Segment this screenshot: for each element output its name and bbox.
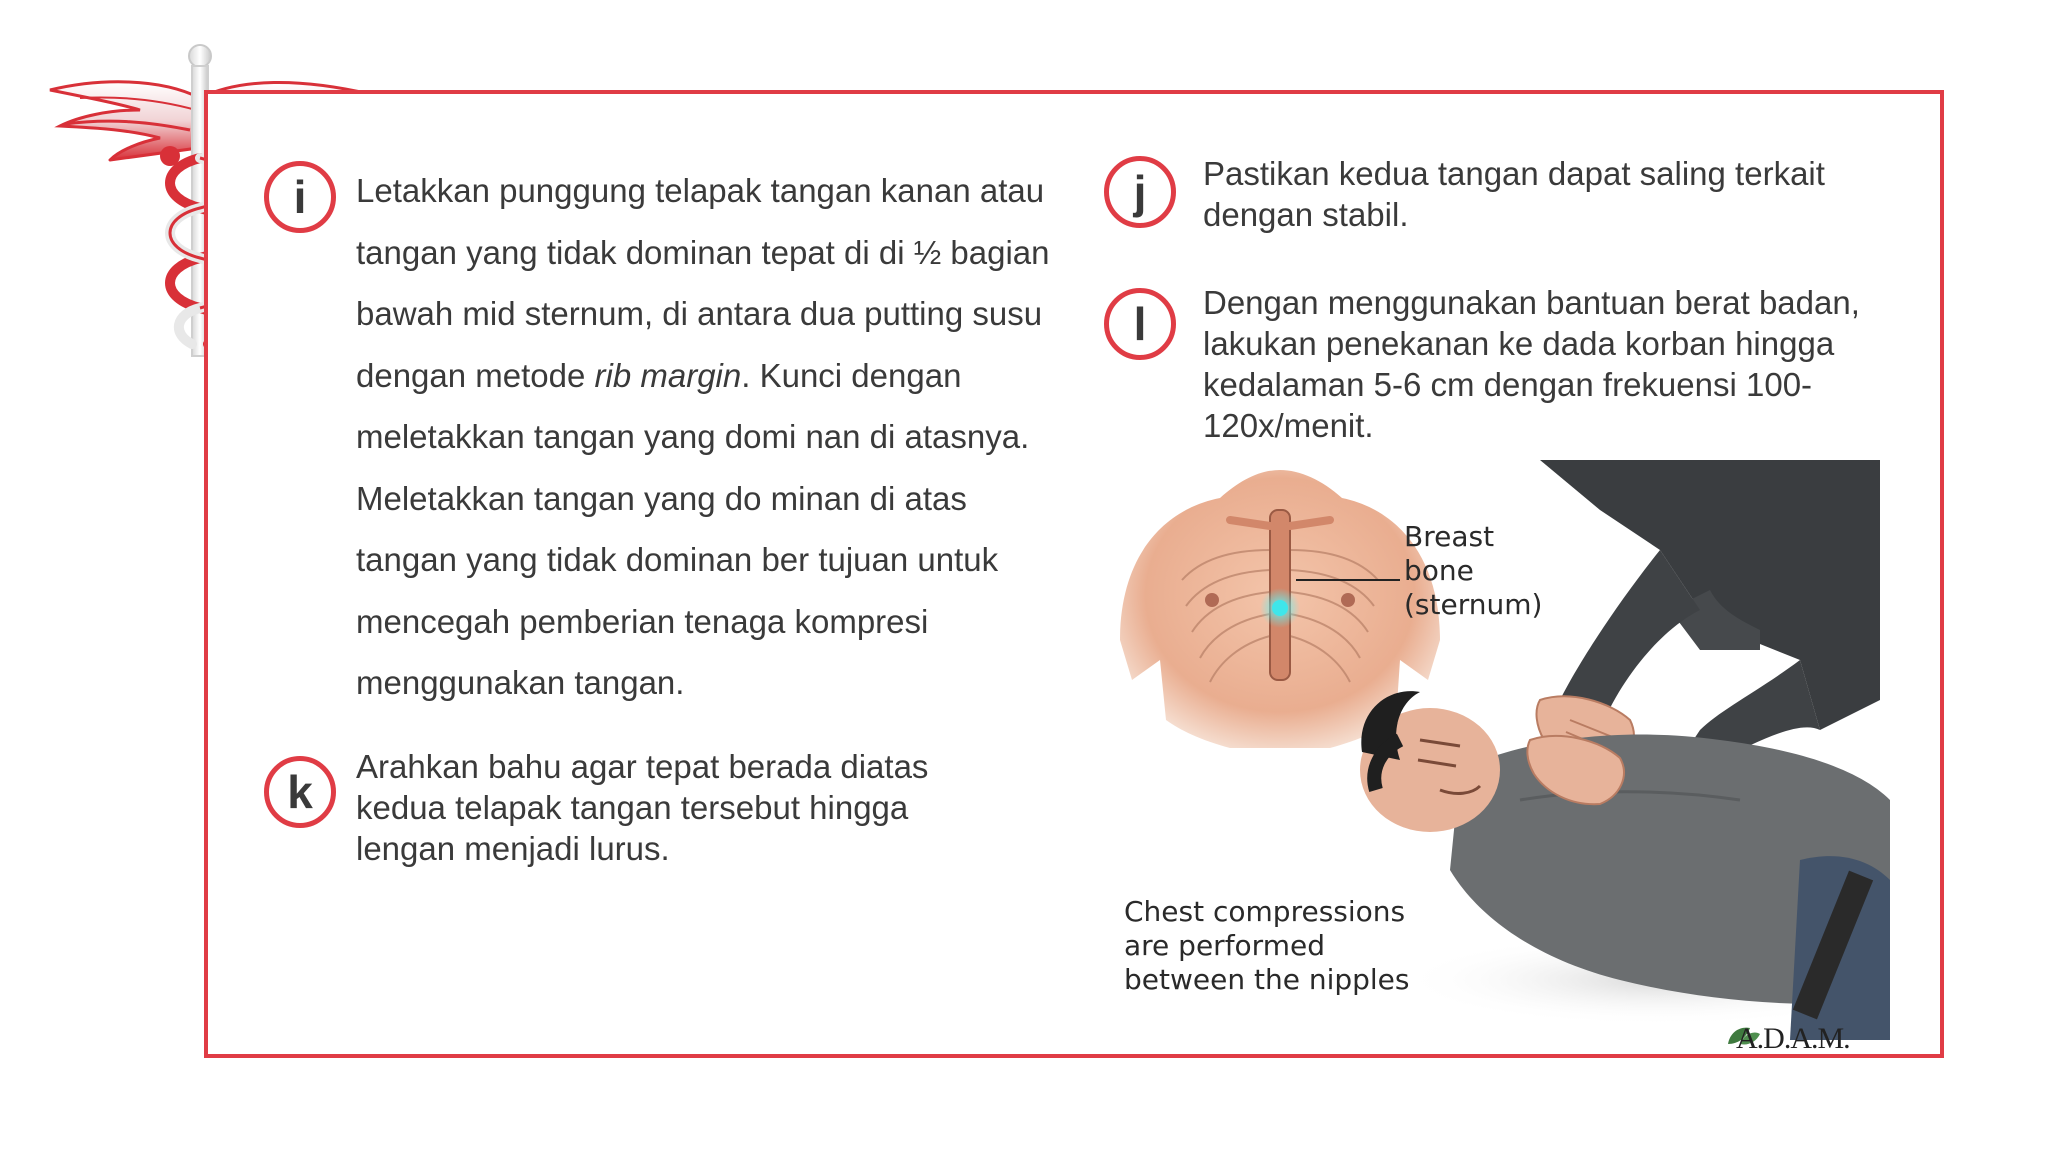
step-badge-j-letter: j [1133, 166, 1147, 218]
step-k-text: Arahkan bahu agar tepat berada diatas kedua telapak tangan tersebut hingga lengan menjadi lurus. [356, 748, 929, 867]
step-i-text [356, 160, 1056, 714]
step-badge-l [1104, 288, 1176, 360]
step-l-text: Dengan menggunakan bantuan berat badan, lakukan penekanan ke dada korban hingga kedalaman 5-6 cm dengan frekuensi 100-120x/menit. [1203, 284, 1860, 444]
step-i-text-main: Letakkan punggung telapak tangan kanan atau tangan yang tidak dominan tepat di di ½ bagian bawah mid sternum, di antara dua putting susu dengan metode [356, 172, 1050, 394]
chest-compressions-label: Chest compressions are performed between the nipples [1124, 895, 1410, 996]
step-badge-j [1104, 156, 1176, 228]
victim-figure [1360, 691, 1890, 1040]
adam-logo: A.D.A.M. [1736, 1022, 1850, 1055]
step-i-emphasis: rib margin [594, 356, 742, 394]
step-badge-i [264, 161, 336, 233]
step-j-text: Pastikan kedua tangan dapat saling terkait dengan stabil. [1203, 155, 1825, 233]
step-i-text-rest: . Kunci dengan meletakkan tangan yang domi nan di atasnya. Meletakkan tangan yang do minan di atas tangan yang tidak dominan ber tujuan untuk mencegah pemberian tenaga kompresi menggunakan tangan. [356, 356, 1030, 701]
breast-bone-label: Breast bone (sternum) [1404, 520, 1543, 621]
rescuer-figure [1537, 460, 1880, 770]
step-badge-k-letter: k [287, 766, 313, 818]
step-badge-i-letter: i [293, 171, 307, 223]
step-badge-k [264, 756, 336, 828]
step-badge-l-letter: l [1133, 298, 1147, 350]
